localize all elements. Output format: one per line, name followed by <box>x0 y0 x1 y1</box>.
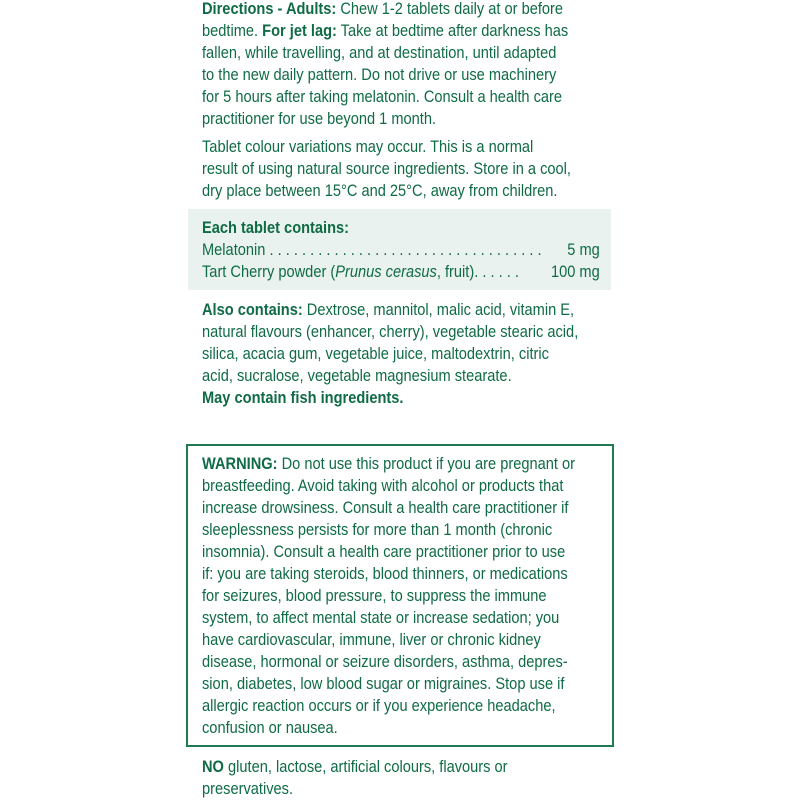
warning-line: breastfeeding. Avoid taking with alcohol or products that <box>202 476 564 495</box>
directions-line: practitioner for use beyond 1 month. <box>202 109 437 128</box>
also-contains-label: Also contains: <box>202 300 303 319</box>
warning-line: increase drowsiness. Consult a health care practitioner if <box>202 498 569 517</box>
free-from-text: gluten, lactose, artificial colours, flavours or <box>223 757 508 776</box>
warning-text: Do not use this product if you are pregnant or <box>277 454 575 473</box>
ingredient-name: Melatonin <box>202 240 270 259</box>
fish-notice: May contain fish ingredients. <box>202 388 404 407</box>
warning-line: system, to affect mental state or increase sedation; you <box>202 608 560 627</box>
also-line: natural flavours (enhancer, cherry), vegetable stearic acid, <box>202 322 579 341</box>
directions-label: Directions - Adults: <box>202 0 337 18</box>
no-label: NO <box>202 757 224 776</box>
directions-line: to the new daily pattern. Do not drive or use machinery <box>202 65 557 84</box>
also-line: silica, acacia gum, vegetable juice, maltodextrin, citric <box>202 344 549 363</box>
directions-text: Chew 1-2 tablets daily at or before <box>336 0 564 18</box>
ingredient-name: , fruit) <box>436 262 475 281</box>
ingredient-name: Tart Cherry powder ( <box>202 262 336 281</box>
warning-line: allergic reaction occurs or if you experience headache, <box>202 696 556 715</box>
warning-label: WARNING: <box>202 454 278 473</box>
directions-text: bedtime. <box>202 21 263 40</box>
ingredient-row <box>202 239 600 261</box>
storage-line: Tablet colour variations may occur. This is a normal <box>202 137 534 156</box>
jet-lag-label: For jet lag: <box>262 21 337 40</box>
warning-line: sleeplessness persists for more than 1 month (chronic <box>202 520 553 539</box>
directions-line: fallen, while travelling, and at destination, until adapted <box>202 43 557 62</box>
ingredient-latin-name: Prunus cerasus <box>335 262 437 281</box>
ingredient-row <box>202 261 600 283</box>
leader-dots: . . . . . . <box>474 262 519 281</box>
also-contains-text: Dextrose, mannitol, malic acid, vitamin E, <box>302 300 575 319</box>
warning-line: sion, diabetes, low blood sugar or migraines. Stop use if <box>202 674 565 693</box>
directions-text: Take at bedtime after darkness has <box>336 21 569 40</box>
ingredient-amount: 5 mg <box>567 240 600 259</box>
warning-line: have cardiovascular, immune, liver or chronic kidney <box>202 630 541 649</box>
warning-line: confusion or nausea. <box>202 718 338 737</box>
ingredients-title: Each tablet contains: <box>202 218 350 237</box>
warning-line: for seizures, blood pressure, to suppress the immune <box>202 586 547 605</box>
directions-line: for 5 hours after taking melatonin. Consult a health care <box>202 87 563 106</box>
storage-line: dry place between 15°C and 25°C, away from children. <box>202 181 558 200</box>
warning-line: insomnia). Consult a health care practitioner prior to use <box>202 542 566 561</box>
warning-line: disease, hormonal or seizure disorders, asthma, depres- <box>202 652 568 671</box>
storage-line: result of using natural source ingredients. Store in a cool, <box>202 159 571 178</box>
ingredient-amount: 100 mg <box>551 262 600 281</box>
free-from-line: preservatives. <box>202 779 294 798</box>
warning-line: if: you are taking steroids, blood thinners, or medications <box>202 564 568 583</box>
leader-dots: . . . . . . . . . . . . . . . . . . . . . . . . . . . . . . . . . . <box>269 240 542 259</box>
also-line: acid, sucralose, vegetable magnesium stearate. <box>202 366 512 385</box>
